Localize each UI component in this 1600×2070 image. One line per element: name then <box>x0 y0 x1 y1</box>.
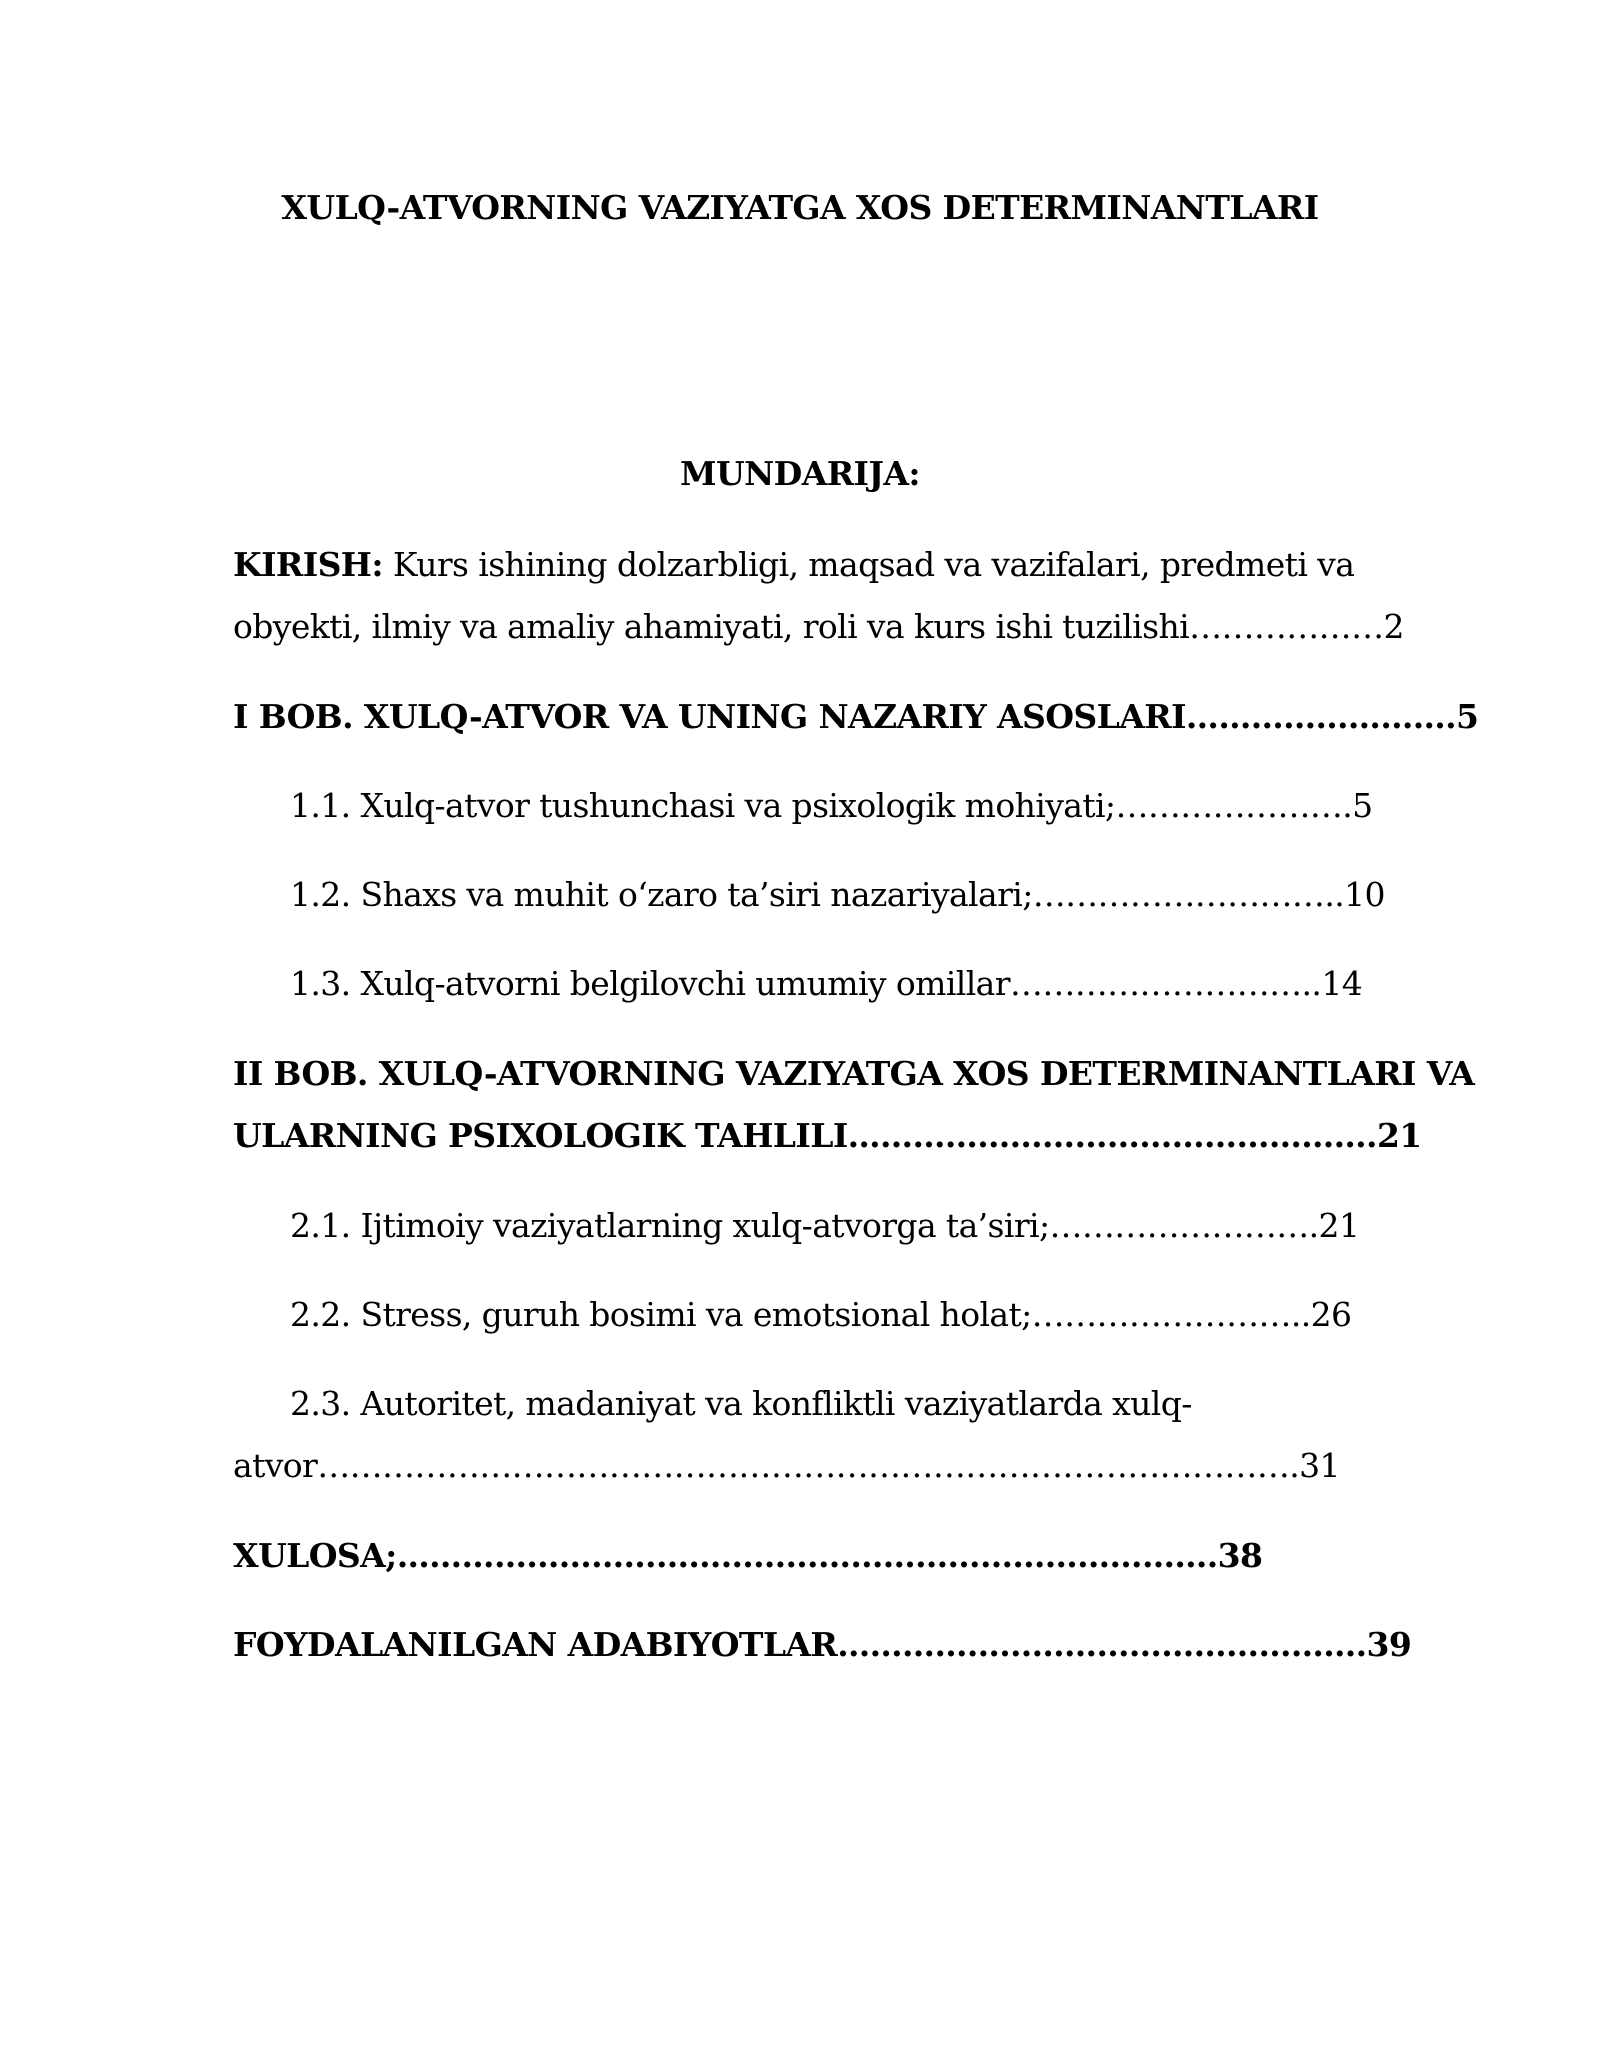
toc-intro-line2: obyekti, ilmiy va amaliy ahamiyati, roli va kurs ishi tuzilishi………………2 <box>233 607 1404 646</box>
toc-section-2-1: 2.1. Ijtimoiy vaziyatlarning xulq-atvorga ta’siri;…………………….21 <box>290 1206 1360 1245</box>
toc-section-1-2: 1.2. Shaxs va muhit o‘zaro ta’siri nazariyalari;………………………..10 <box>290 875 1385 914</box>
toc-section-1-3: 1.3. Xulq-atvorni belgilovchi umumiy omillar………………………..14 <box>290 964 1363 1003</box>
toc-intro-label: KIRISH: <box>233 545 383 584</box>
toc-chapter2-line1: II BOB. XULQ-ATVORNING VAZIYATGA XOS DETERMINANTLARI VA <box>233 1054 1475 1093</box>
toc-section-2-2: 2.2. Stress, guruh bosimi va emotsional holat;……………………..26 <box>290 1295 1352 1334</box>
toc-chapter2-line2: ULARNING PSIXOLOGIK TAHLILI………………………………………….21 <box>233 1116 1422 1155</box>
toc-section-1-1: 1.1. Xulq-atvor tushunchasi va psixologik mohiyati;………………….5 <box>290 786 1373 825</box>
toc-section-2-3-line2: atvor……………………………………………………………………………….31 <box>233 1446 1340 1485</box>
toc-chapter1: I BOB. XULQ-ATVOR VA UNING NAZARIY ASOSLARI…………………….5 <box>233 697 1479 736</box>
document-title: XULQ-ATVORNING VAZIYATGA XOS DETERMINANTLARI <box>281 188 1319 227</box>
toc-conclusion: XULOSA;………………………………………………………………….38 <box>233 1536 1263 1575</box>
toc-heading: MUNDARIJA: <box>680 454 920 493</box>
toc-section-2-3-line1: 2.3. Autoritet, madaniyat va konfliktli vaziyatlarda xulq- <box>290 1384 1192 1423</box>
toc-intro-line1 <box>233 545 1354 585</box>
toc-intro-text: Kurs ishining dolzarbligi, maqsad va vazifalari, predmeti va <box>382 545 1355 584</box>
toc-references: FOYDALANILGAN ADABIYOTLAR………………………………………….39 <box>233 1625 1412 1664</box>
